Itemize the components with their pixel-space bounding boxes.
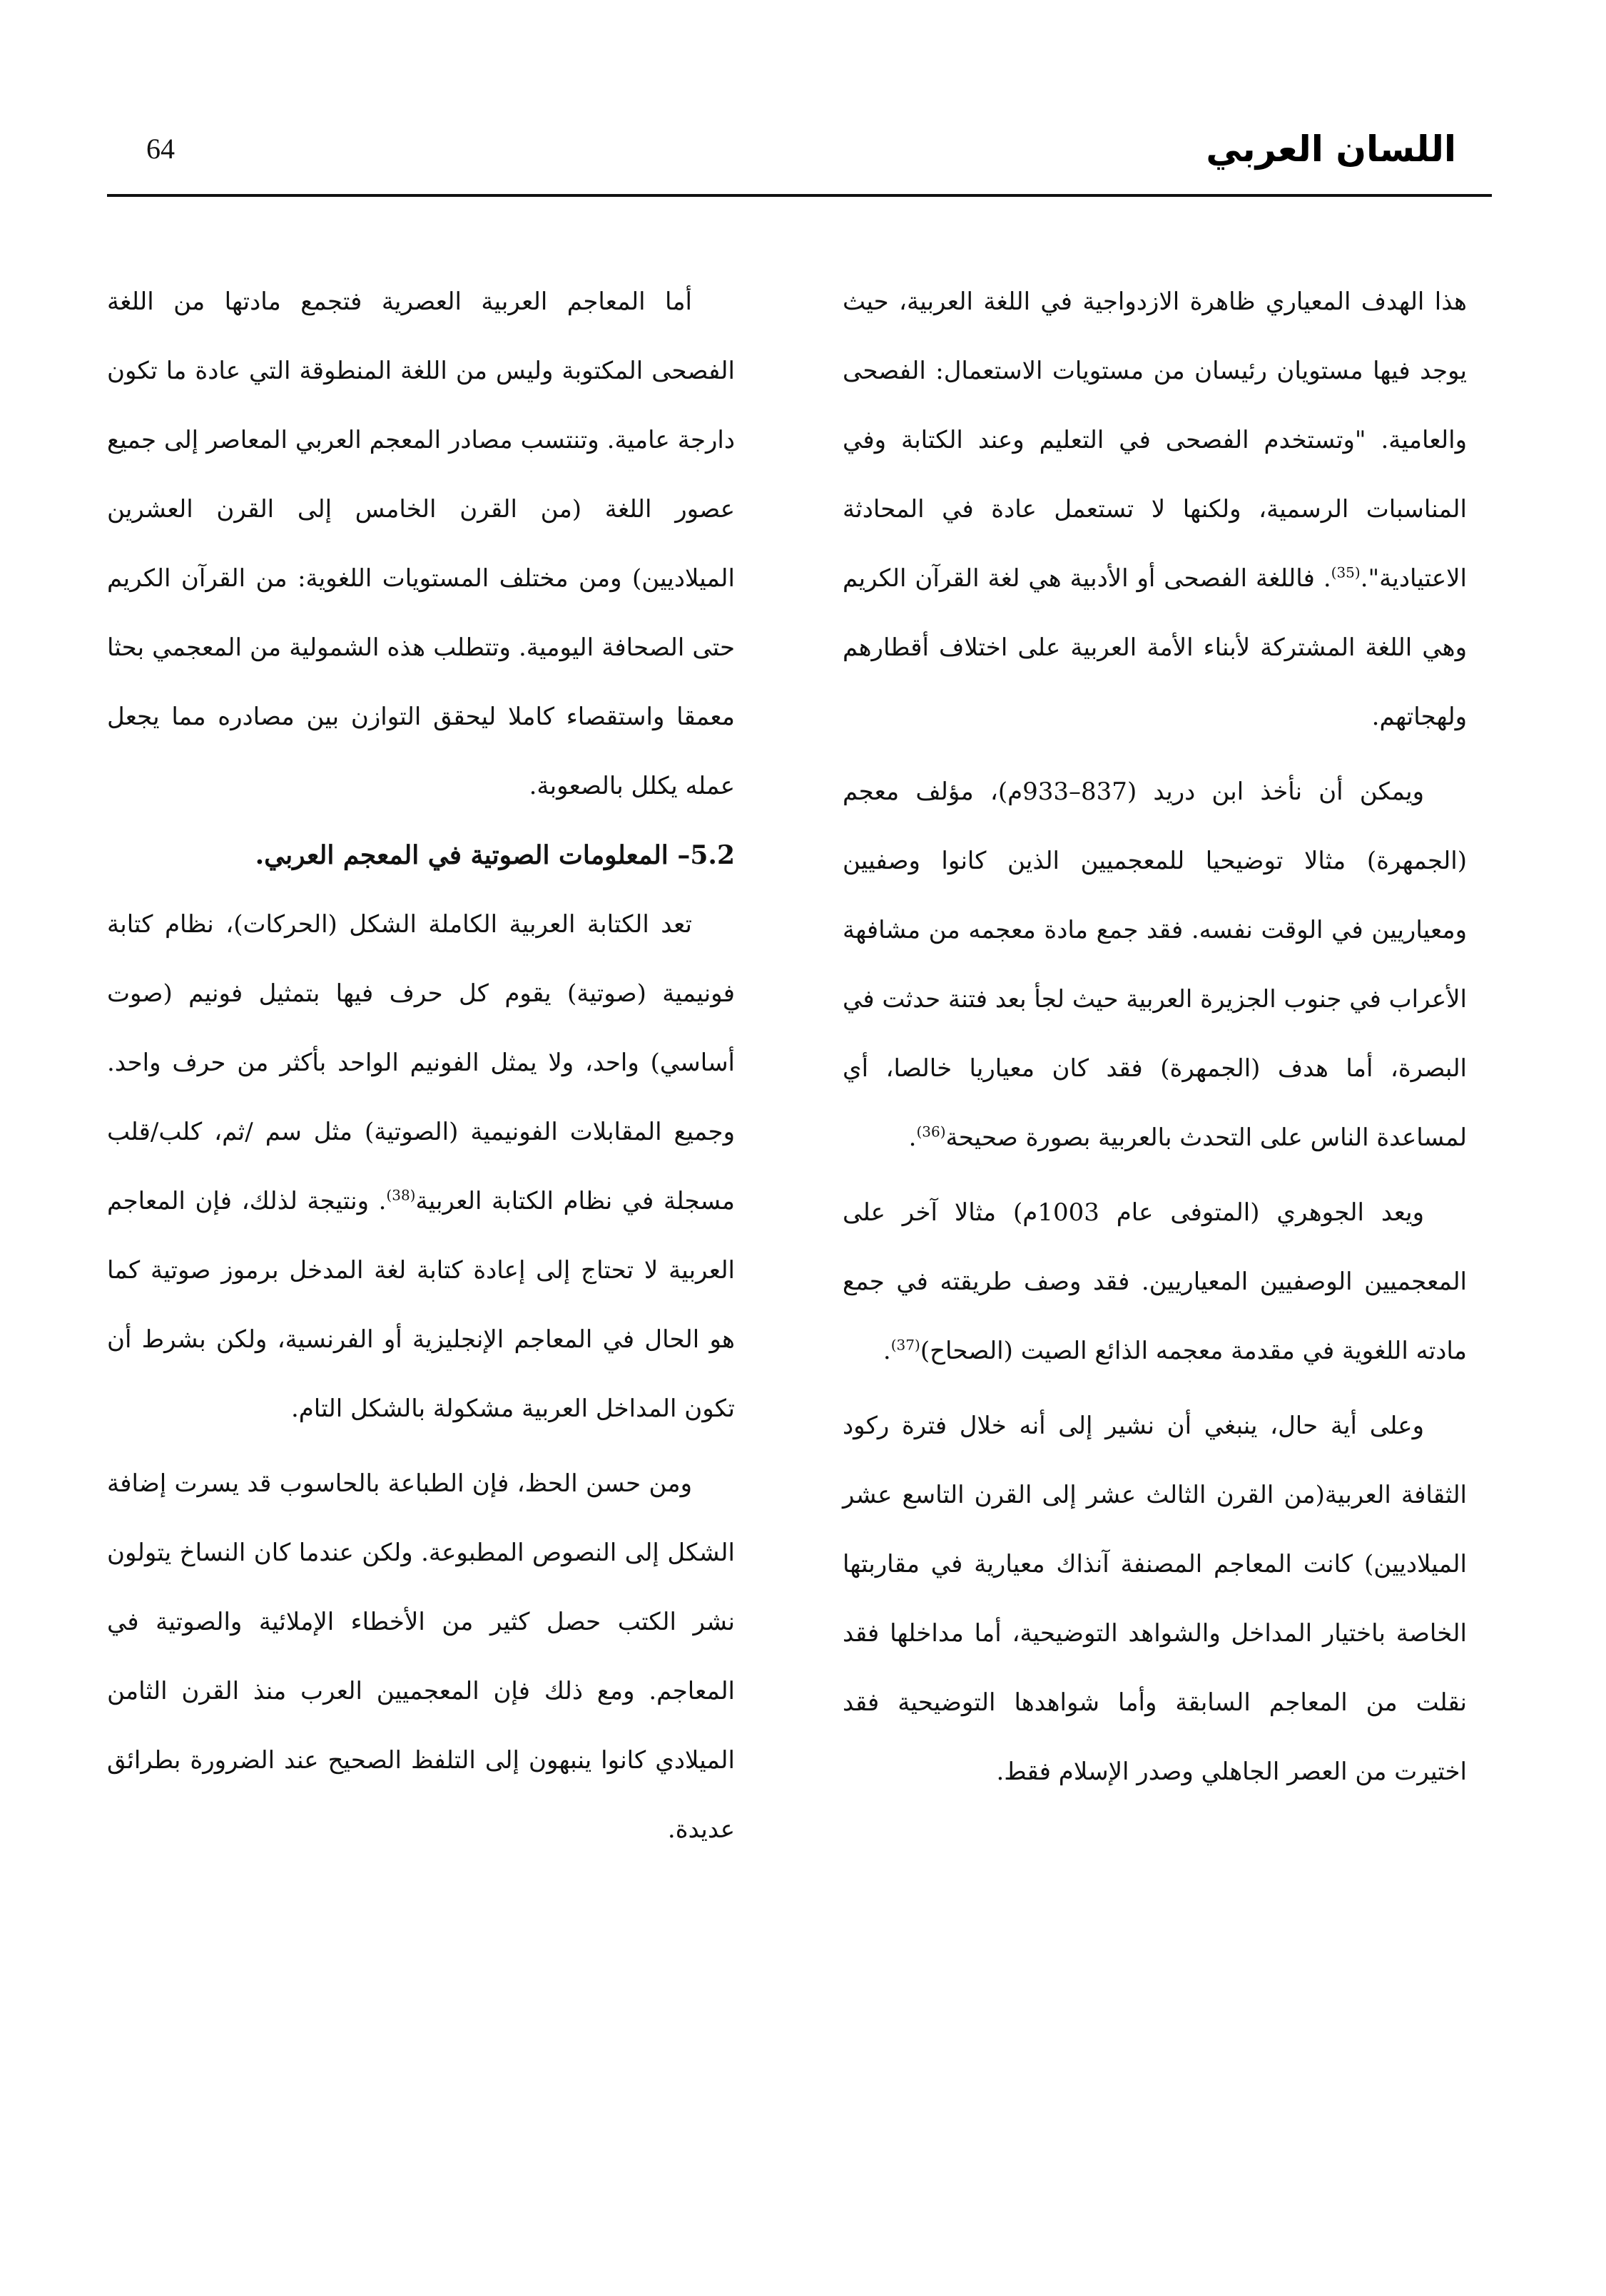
paragraph: وعلى أية حال، ينبغي أن نشير إلى أنه خلال فترة ركود الثقافة العربية(من القرن الثالث عشر إلى القرن التاسع عشر الميلاديين) كانت المعاجم المصنفة آنذاك معيارية في مقاربتها الخاصة باختيار المداخل والشواهد التوضيحية، أما مداخلها فقد نقلت من المعاجم السابقة وأما شواهدها التوضيحية فقد اختيرت من العصر الجاهلي وصدر الإسلام فقط.: [843, 1412, 1467, 1786]
paragraph: ومن حسن الحظ، فإن الطباعة بالحاسوب قد يسرت إضافة الشكل إلى النصوص المطبوعة. ولكن عندما كان النساخ يتولون نشر الكتب حصل كثير من الأخطاء الإملائية والصوتية في المعاجم. ومع ذلك فإن المعجميين العرب منذ القرن الثامن الميلادي كانوا ينبهون إلى التلفظ الصحيح عند الضرورة بطرائق عديدة.: [107, 1469, 735, 1844]
header-divider: [107, 194, 1492, 197]
left-column: [107, 267, 735, 1864]
page-number: 64: [146, 133, 175, 165]
paragraph: [107, 890, 735, 1444]
paragraph-text: ويمكن أن نأخذ ابن دريد (837–933م)، مؤلف معجم (الجمهرة) مثالا توضيحيا للمعجميين الذين كانوا وصفيين ومعياريين في الوقت نفسه. فقد جمع مادة معجمه من مشافهة الأعراب في جنوب الجزيرة العربية حيث لجأ بعد فتنة حدثت في البصرة، أما هدف (الجمهرة) فقد كان معياريا خالصا، أي لمساعدة الناس على التحدث بالعربية بصورة صحيحة: [843, 777, 1467, 1152]
paragraph-text: .: [908, 1123, 917, 1152]
paragraph: [843, 267, 1467, 752]
footnote-ref: (37): [890, 1336, 920, 1354]
paragraph-text: .: [883, 1337, 891, 1365]
right-column: [843, 267, 1467, 1807]
footnote-ref: (36): [916, 1123, 946, 1141]
footnote-ref: (38): [386, 1186, 416, 1204]
paragraph-text: . ونتيجة لذلك، فإن المعاجم العربية لا تحتاج إلى إعادة كتابة لغة المدخل برموز صوتية كما هو الحال في المعاجم الإنجليزية أو الفرنسية، ولكن بشرط أن تكون المداخل العربية مشكولة بالشكل التام.: [107, 1187, 735, 1423]
paragraph-text: . فاللغة الفصحى أو الأدبية هي لغة القرآن الكريم وهي اللغة المشتركة لأبناء الأمة العربية على اختلاف أقطارهم ولهجاتهم.: [843, 564, 1467, 731]
paragraph-text: تعد الكتابة العربية الكاملة الشكل (الحركات)، نظام كتابة فونيمية (صوتية) يقوم كل حرف فيها بتمثيل فونيم (صوت أساسي) واحد، ولا يمثل الفونيم الواحد بأكثر من حرف واحد. وجميع المقابلات الفونيمية (الصوتية) مثل سم /ثم، كلب/قلب مسجلة في نظام الكتابة العربية: [107, 910, 735, 1215]
paragraph-text: ويعد الجوهري (المتوفى عام 1003م) مثالا آخر على المعجميين الوصفيين المعياريين. فقد وصف طريقته في جمع مادته اللغوية في مقدمة معجمه الذائع الصيت (الصحاح): [843, 1198, 1467, 1365]
paragraph-text: هذا الهدف المعياري ظاهرة الازدواجية في اللغة العربية، حيث يوجد فيها مستويان رئيسان من مستويات الاستعمال: الفصحى والعامية. "وتستخدم الفصحى في التعليم وعند الكتابة وفي المناسبات الرسمية، ولكنها لا تستعمل عادة في المحادثة الاعتيادية".: [843, 287, 1467, 593]
footnote-ref: (35): [1331, 563, 1361, 581]
journal-title-logo: اللسان العربي: [1206, 128, 1456, 170]
paragraph: [843, 1178, 1467, 1386]
paragraph: [843, 757, 1467, 1173]
section-heading: 5.2– المعلومات الصوتية في المعجم العربي.: [255, 840, 735, 870]
paragraph: أما المعاجم العربية العصرية فتجمع مادتها من اللغة الفصحى المكتوبة وليس من اللغة المنطوقة التي عادة ما تكون دارجة عامية. وتنتسب مصادر المعجم العربي المعاصر إلى جميع عصور اللغة (من القرن الخامس إلى القرن العشرين الميلاديين) ومن مختلف المستويات اللغوية: من القرآن الكريم حتى الصحافة اليومية. وتتطلب هذه الشمولية من المعجمي بحثا معمقا واستقصاء كاملا ليحقق التوازن بين مصادره مما يجعل عمله يكلل بالصعوبة.: [107, 287, 735, 800]
